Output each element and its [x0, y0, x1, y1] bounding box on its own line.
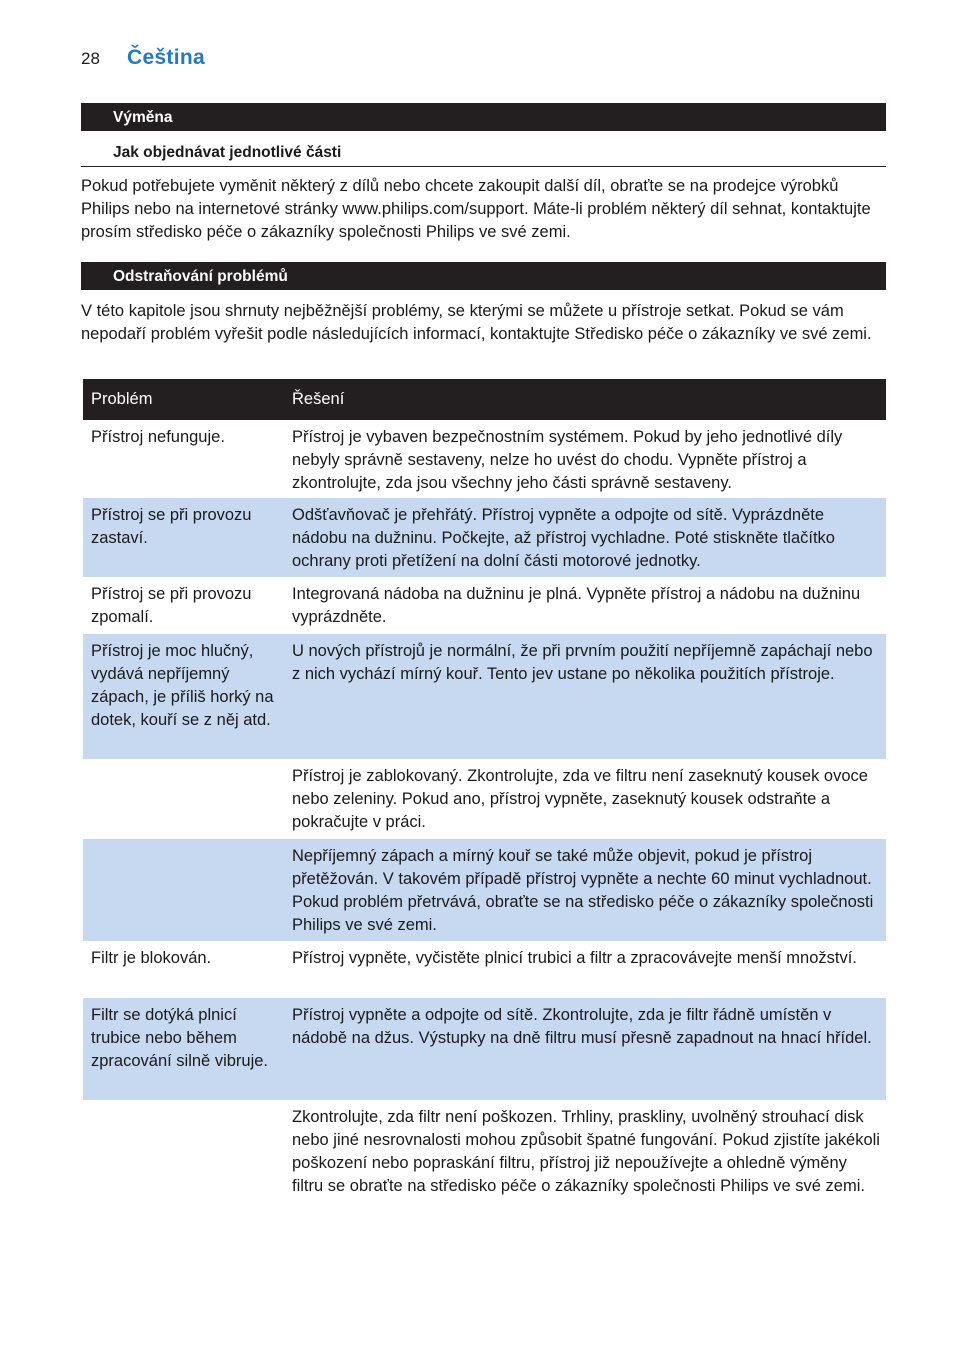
- troubleshooting-paragraph: V této kapitole jsou shrnuty nejběžnější problémy, se kterými se můžete u přístroje setkat. Pokud se vám nepodaří problém vyřešit podle následujících informací, kontaktujte Středisko péče o zákazníky ve své zemi.: [81, 302, 872, 343]
- table-row: [83, 941, 886, 998]
- page-number: 28: [81, 49, 100, 68]
- column-header-problem: Problém: [91, 390, 153, 408]
- solution-cell: U nových přístrojů je normální, že při prvním použití nepříjemně zapáchají nebo z nich vychází mírný kouř. Tento jev ustane po několika použitích přístroje.: [292, 642, 873, 683]
- table-row: [83, 498, 886, 577]
- table-row: [83, 1100, 886, 1226]
- solution-cell: Přístroj je zablokovaný. Zkontrolujte, zda ve filtru není zaseknutý kousek ovoce nebo zeleniny. Pokud ano, přístroj vypněte, zaseknutý kousek odstraňte a pokračujte v práci.: [292, 767, 868, 831]
- problem-cell: Filtr je blokován.: [91, 949, 212, 967]
- problem-cell: Přístroj je moc hlučný, vydává nepříjemný zápach, je příliš horký na dotek, kouří se z něj atd.: [91, 642, 274, 729]
- solution-cell: Zkontrolujte, zda filtr není poškozen. Trhliny, praskliny, uvolněný strouhací disk nebo jiné nesrovnalosti mohou způsobit špatné fungování. Pokud zjistíte jakékoli poškození nebo popraskání filtru, přístroj již nepoužívejte a ohledně výměny filtru se obraťte na středisko péče o zákazníky společnosti Philips ve své zemi.: [292, 1108, 880, 1195]
- solution-cell: Nepříjemný zápach a mírný kouř se také může objevit, pokud je přístroj přetěžován. V takovém případě přístroj vypněte a nechte 60 minut vychladnout. Pokud problém přetrvává, obraťte se na středisko péče o zákazníky společnosti Philips ve své zemi.: [292, 847, 874, 934]
- section-heading-replacement: Výměna: [81, 103, 886, 131]
- troubleshooting-table: [83, 379, 886, 1226]
- problem-cell: Filtr se dotýká plnicí trubice nebo během zpracování silně vibruje.: [91, 1006, 269, 1070]
- table-row: [83, 634, 886, 759]
- table-row: [83, 759, 886, 839]
- table-header: [83, 379, 886, 420]
- table-row: [83, 420, 886, 498]
- table-row: [83, 998, 886, 1100]
- solution-cell: Odšťavňovač je přehřátý. Přístroj vypněte a odpojte od sítě. Vyprázdněte nádobu na dužninu. Počkejte, až přístroj vychladne. Poté stiskněte tlačítko ochrany proti přetížení na dolní části motorové jednotky.: [292, 506, 835, 570]
- problem-cell: [83, 839, 284, 941]
- subsection-heading-order-parts: Jak objednávat jednotlivé části: [81, 140, 886, 167]
- table-row: [83, 839, 886, 941]
- problem-cell: [83, 1100, 284, 1226]
- replacement-paragraph: Pokud potřebujete vyměnit některý z dílů nebo chcete zakoupit další díl, obraťte se na prodejce výrobků Philips nebo na internetové stránky www.philips.com/support. Máte-li problém některý díl sehnat, kontaktujte prosím středisko péče o zákazníky společnosti Philips ve své zemi.: [81, 177, 871, 241]
- problem-cell: Přístroj nefunguje.: [91, 428, 225, 446]
- table-row: [83, 577, 886, 634]
- solution-cell: Přístroj je vybaven bezpečnostním systémem. Pokud by jeho jednotlivé díly nebyly správně sestaveny, nelze ho uvést do chodu. Vypněte přístroj a zkontrolujte, zda jsou všechny jeho části správně sestaveny.: [292, 428, 843, 492]
- language-title: Čeština: [127, 46, 205, 69]
- solution-cell: Integrovaná nádoba na dužninu je plná. Vypněte přístroj a nádobu na dužninu vyprázdněte.: [292, 585, 861, 626]
- problem-cell: Přístroj se při provozu zastaví.: [91, 506, 252, 547]
- problem-cell: [83, 759, 284, 839]
- page-header: [81, 46, 205, 70]
- solution-cell: Přístroj vypněte, vyčistěte plnicí trubici a filtr a zpracovávejte menší množství.: [292, 949, 857, 967]
- solution-cell: Přístroj vypněte a odpojte od sítě. Zkontrolujte, zda je filtr řádně umístěn v nádobě na džus. Výstupky na dně filtru musí přesně zapadnout na hnací hřídel.: [292, 1006, 872, 1047]
- problem-cell: Přístroj se při provozu zpomalí.: [91, 585, 252, 626]
- column-header-solution: Řešení: [292, 390, 345, 408]
- section-heading-troubleshooting: Odstraňování problémů: [81, 262, 886, 290]
